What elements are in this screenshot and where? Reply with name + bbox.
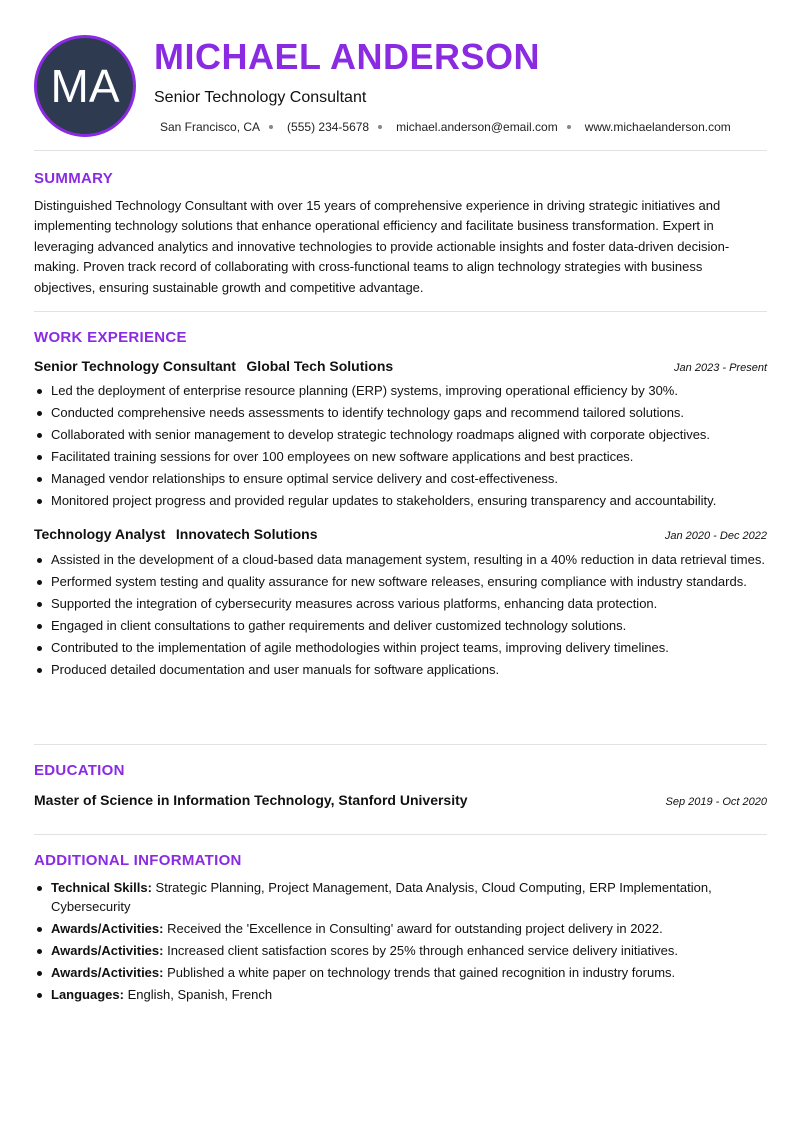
job-title: Senior Technology Consultant (34, 358, 236, 374)
additional-info-heading: ADDITIONAL INFORMATION (34, 852, 242, 869)
info-text: Increased client satisfaction scores by 25% through enhanced service delivery initiatives. (167, 942, 678, 958)
candidate-name: MICHAEL ANDERSON (154, 36, 541, 77)
additional-info-list (34, 879, 767, 1008)
bullet-item: Managed vendor relationships to ensure optimal service delivery and cost-effectiveness. (34, 470, 767, 489)
contact-email[interactable]: michael.anderson@email.com (396, 120, 558, 134)
separator-dot (269, 125, 273, 129)
contact-location: San Francisco, CA (160, 120, 261, 134)
summary-text: Distinguished Technology Consultant with over 15 years of comprehensive experience in driving strategic initiatives and implementing technology solutions that enhance operational efficiency and facilitate business transformation. Expert in leveraging advanced analytics and innovative technologies to provide actionable insights and foster data-driven decision-making. Proven track record of collaborating with cross-functional teams to align technology strategies with business objectives, ensuring sustainable growth and competitive advantage. (34, 198, 730, 295)
info-text: Received the 'Excellence in Consulting' award for outstanding project delivery in 2022. (167, 920, 663, 936)
divider (34, 834, 767, 835)
job-title: Technology Analyst (34, 526, 166, 542)
job-bullets (34, 551, 767, 684)
contact-bar (160, 120, 731, 134)
separator-dot (567, 125, 571, 129)
divider (34, 744, 767, 745)
education-entry (34, 792, 767, 808)
avatar-initials: MA (50, 60, 120, 112)
info-label: Awards/Activities: (51, 920, 164, 936)
job-company: Innovatech Solutions (175, 526, 318, 542)
info-label: Awards/Activities: (51, 942, 164, 958)
job-title-headline: Senior Technology Consultant (154, 89, 367, 106)
contact-website[interactable]: www.michaelanderson.com (584, 120, 731, 134)
info-item (34, 986, 767, 1005)
bullet-item: Conducted comprehensive needs assessments to identify technology gaps and recommend tailored solutions. (34, 404, 767, 423)
job-company: Global Tech Solutions (246, 358, 394, 374)
avatar (34, 35, 136, 137)
job-dates: Jan 2023 - Present (674, 362, 767, 374)
info-text: Published a white paper on technology trends that gained recognition in industry forums. (167, 964, 676, 980)
bullet-item: Collaborated with senior management to develop strategic technology roadmaps aligned with corporate objectives. (34, 426, 767, 445)
work-experience-heading: WORK EXPERIENCE (34, 329, 187, 346)
info-text: Strategic Planning, Project Management, Data Analysis, Cloud Computing, ERP Implementation, Cybersecurity (51, 880, 712, 914)
info-item (34, 942, 767, 961)
bullet-item: Performed system testing and quality assurance for new software releases, ensuring compliance with industry standards. (34, 573, 767, 592)
education-degree: Master of Science in Information Technology, Stanford University (34, 792, 468, 808)
bullet-item: Contributed to the implementation of agile methodologies within project teams, improving delivery timelines. (34, 639, 767, 658)
info-item (34, 920, 767, 939)
divider (34, 311, 767, 312)
info-item (34, 879, 767, 916)
job-header (34, 358, 767, 376)
job-bullets (34, 382, 767, 515)
info-label: Languages: (51, 986, 124, 1002)
bullet-item: Led the deployment of enterprise resource planning (ERP) systems, improving operational efficiency by 30%. (34, 382, 767, 401)
education-dates: Sep 2019 - Oct 2020 (665, 796, 767, 808)
bullet-item: Produced detailed documentation and user manuals for software applications. (34, 661, 767, 680)
info-item (34, 964, 767, 983)
job-dates: Jan 2020 - Dec 2022 (664, 530, 767, 542)
divider (34, 150, 767, 151)
bullet-item: Engaged in client consultations to gather requirements and deliver customized technology solutions. (34, 617, 767, 636)
contact-phone[interactable]: (555) 234-5678 (287, 120, 370, 134)
separator-dot (378, 125, 382, 129)
bullet-item: Facilitated training sessions for over 100 employees on new software applications and best practices. (34, 448, 767, 467)
info-label: Awards/Activities: (51, 964, 164, 980)
info-text: English, Spanish, French (127, 986, 273, 1002)
job-header (34, 526, 767, 544)
info-label: Technical Skills: (51, 880, 152, 895)
summary-heading: SUMMARY (34, 170, 114, 187)
bullet-item: Supported the integration of cybersecurity measures across various platforms, enhancing data protection. (34, 595, 767, 614)
bullet-item: Assisted in the development of a cloud-based data management system, resulting in a 40% reduction in data retrieval times. (34, 551, 767, 570)
bullet-item: Monitored project progress and provided regular updates to stakeholders, ensuring transparency and accountability. (34, 492, 767, 511)
education-heading: EDUCATION (34, 762, 125, 779)
